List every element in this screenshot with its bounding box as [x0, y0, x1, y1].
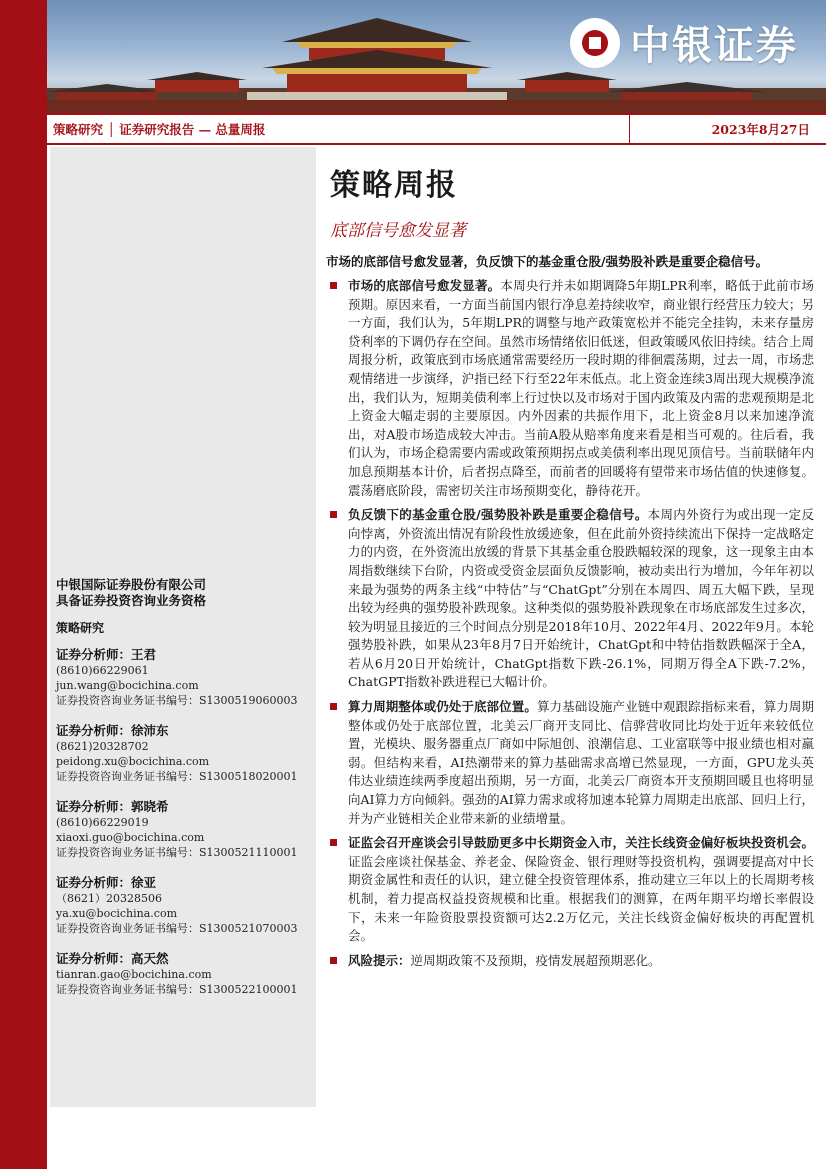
square-bullet-icon: [330, 703, 337, 710]
analyst-cert: 证券投资咨询业务证书编号：S1300521110001: [56, 846, 298, 859]
analyst-card: [56, 798, 310, 860]
brand-name: 中银证券: [630, 23, 798, 69]
boc-coin-icon: [570, 18, 620, 68]
square-bullet-icon: [330, 957, 337, 964]
key-point-heading: 负反馈下的基金重仓股/强势股补跌是重要企稳信号。: [348, 507, 648, 523]
risk-warning-body: 逆周期政策不及预期，疫情发展超预期恶化。: [410, 952, 661, 968]
square-bullet-icon: [330, 282, 337, 289]
report-subtitle: 底部信号愈发显著: [330, 221, 466, 241]
left-brand-stripe: [0, 0, 47, 1169]
square-bullet-icon: [330, 839, 337, 846]
key-point: [326, 506, 814, 692]
analyst-cert: 证券投资咨询业务证书编号：S1300518020001: [56, 770, 298, 783]
report-date: 2023年8月27日: [711, 122, 810, 137]
analyst-cert: 证券投资咨询业务证书编号：S1300521070003: [56, 922, 298, 935]
key-point: [326, 698, 814, 828]
key-point-heading: 市场的底部信号愈发显著。: [348, 278, 501, 293]
key-point-heading: 算力周期整体或仍处于底部位置。: [348, 699, 537, 715]
report-title: 策略周报: [330, 168, 458, 203]
research-type: 策略研究: [56, 621, 105, 635]
firm-name: 中银国际证券股份有限公司: [56, 577, 207, 592]
analyst-title: 证券分析师：徐沛东: [56, 723, 169, 738]
analyst-card: [56, 950, 310, 997]
analyst-cert: 证券投资咨询业务证书编号：S1300522100001: [56, 983, 298, 996]
square-bullet-icon: [330, 511, 337, 518]
main-content: [326, 150, 814, 970]
header-banner-image: [47, 0, 826, 113]
brand-logo: [570, 14, 798, 71]
analyst-card: [56, 722, 310, 784]
analyst-email[interactable]: jun.wang@bocichina.com: [56, 679, 199, 692]
key-point-body: 算力基础设施产业链中观跟踪指标来看，算力周期整体或仍处于底部位置，北美云厂商开支同比、信骅营收同比均处于近年来较低位置，光模块、服务器重点厂商如中际旭创、浪潮信息、工业富联等中报业绩也相对羸弱。但结构来看，AI热潮带来的算力基础需求高增已然显现，一方面，GPU龙头英伟达业绩连续两季度超出预期，另一方面，北美云厂商资本开支预期回暖且也将明显向AI算力方向倾斜。强劲的AI算力需求或将加速本轮算力周期走出底部、回归上行，并为产业链相关企业带来新的业绩增量。: [348, 699, 814, 826]
key-point: [326, 277, 814, 500]
analyst-email[interactable]: xiaoxi.guo@bocichina.com: [56, 831, 205, 844]
key-point-body: 本周央行并未如期调降5年期LPR利率，略低于此前市场预期。原因来看，一方面当前国内银行净息差持续收窄，商业银行经营压力较大；另一方面，我们认为，5年期LPR的调整与地产政策宽松并不能完全挂钩，未来存量房贷利率的下调仍存在空间。虽然市场情绪依旧低迷，但政策暖风依旧持续。结合上周周报分析，政策底到市场底通常需要经历一段时期的徘徊震荡期，过去一周，市场悲观情绪进一步演绎，沪指已经下行至22年末低点。北上资金连续3周出现大规模净流出，我们认为，短期美债利率上行过快以及市场对于国内政策及内需的悲观预期是北上资金大幅走弱的主要原因。内外因素的共振作用下，北上资金8月以来加速净流出，对A股市场造成较大冲击。当前A股从赔率角度来看是相当可观的。往后看，我们认为，市场企稳需要内需或政策预期拐点或美债利率出现见顶信号。当前联储年内加息预期基本计价，后者拐点降至，而前者的回暖将有望带来市场估值的快速修复。震荡磨底阶段，需密切关注市场预期变化，静待花开。: [348, 278, 814, 498]
risk-warning-heading: 风险提示：: [348, 952, 411, 968]
analyst-email[interactable]: tianran.gao@bocichina.com: [56, 968, 212, 981]
report-summary: 市场的底部信号愈发显著，负反馈下的基金重仓股/强势股补跌是重要企稳信号。: [326, 254, 769, 269]
key-point: [326, 834, 814, 946]
analyst-title: 证券分析师：徐亚: [56, 875, 157, 890]
report-category: 策略研究 │ 证券研究报告 — 总量周报: [47, 115, 630, 143]
analyst-title: 证券分析师：王君: [56, 647, 157, 662]
firm-info: [56, 577, 310, 1011]
analyst-phone: （8621）20328506: [56, 892, 162, 905]
analyst-email[interactable]: peidong.xu@bocichina.com: [56, 755, 210, 768]
key-point-body: 本周内外资行为或出现一定反向悖离，外资流出情况有阶段性放缓迹象，但在此前外资持续流出下保持一定战略定力的内资，在外资流出放缓的背景下其基金重仓股跌幅较深的现象，这一现象主由本周指数继续下台阶，内资或受资金层面负反馈影响，被动卖出行为增加，今年年初以来最为强势的两条主线“中特估”与“ChatGpt”分别在本周四、周五大幅下跌，呈现出较为经典的强势股补跌现象。这种类似的强势股补跌现象在市场底部发生过多次，较为明显且接近的三个时间点分别是2018年10月、2022年4月、2022年9月。本轮强势股补跌，如果从23年8月7日开始统计，ChatGpt和中特估指数跌幅深于全A，若从6月20日开始统计，ChatGpt指数下跌-26.1%，同期万得全A下跌-7.2%，ChatGPT指数补跌进程已大幅计价。: [348, 507, 814, 690]
report-header-bar: [47, 113, 826, 145]
analyst-card: [56, 874, 310, 936]
analyst-phone: (8610)66229019: [56, 816, 149, 829]
analyst-phone: (8610)66229061: [56, 664, 149, 677]
key-point-body: 证监会座谈社保基金、养老金、保险资金、银行理财等投资机构，强调要提高对中长期资金属性和责任的认识，建立健全投资管理体系，推动建立三年以上的长周期考核机制，着力提高权益投资规模和比重。根据我们的测算，在两年期平均增长率假设下，未来一年险资股票投资额可达2.2万亿元，关注长线资金偏好板块的再配置机会。: [348, 853, 814, 944]
risk-warning: [326, 952, 814, 971]
analyst-email[interactable]: ya.xu@bocichina.com: [56, 907, 178, 920]
analyst-card: [56, 646, 310, 708]
analyst-title: 证券分析师：郭晓希: [56, 799, 169, 814]
analyst-title: 证券分析师：高天然: [56, 951, 169, 966]
analyst-phone: (8621)20328702: [56, 740, 149, 753]
sidebar: [50, 147, 316, 1107]
analyst-cert: 证券投资咨询业务证书编号：S1300519060003: [56, 694, 298, 707]
key-point-heading: 证监会召开座谈会引导鼓励更多中长期资金入市，关注长线资金偏好板块投资机会。: [348, 835, 814, 851]
firm-qualification: 具备证券投资咨询业务资格: [56, 593, 207, 608]
